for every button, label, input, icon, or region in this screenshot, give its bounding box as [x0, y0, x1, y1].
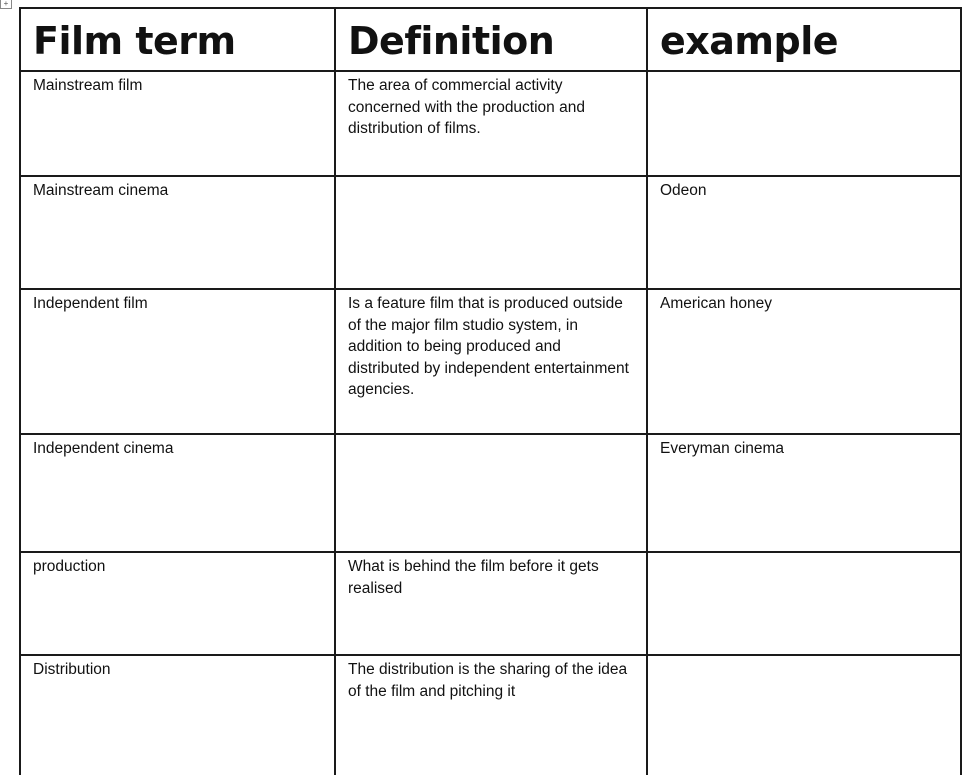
term-cell[interactable]: Mainstream cinema [20, 176, 335, 289]
definition-cell[interactable] [335, 176, 647, 289]
header-row [20, 8, 961, 71]
table-row [20, 552, 961, 655]
definition-cell[interactable]: Is a feature film that is produced outside of the major film studio system, in addition to being produced and distributed by independent entertainment agencies. [335, 289, 647, 434]
table-row [20, 71, 961, 176]
term-cell[interactable]: Mainstream film [20, 71, 335, 176]
definition-cell[interactable]: What is behind the film before it gets realised [335, 552, 647, 655]
table-row [20, 655, 961, 775]
example-cell[interactable] [647, 552, 961, 655]
definition-cell[interactable] [335, 434, 647, 552]
example-cell[interactable]: Odeon [647, 176, 961, 289]
term-cell[interactable]: production [20, 552, 335, 655]
table-row [20, 434, 961, 552]
term-cell[interactable]: Independent film [20, 289, 335, 434]
definition-cell[interactable]: The distribution is the sharing of the idea of the film and pitching it [335, 655, 647, 775]
table-row [20, 176, 961, 289]
header-example: example [647, 8, 961, 71]
example-cell[interactable]: American honey [647, 289, 961, 434]
example-cell[interactable]: Everyman cinema [647, 434, 961, 552]
term-cell[interactable]: Independent cinema [20, 434, 335, 552]
table-row [20, 289, 961, 434]
header-definition: Definition [335, 8, 647, 71]
example-cell[interactable] [647, 655, 961, 775]
term-cell[interactable]: Distribution [20, 655, 335, 775]
table-move-handle-icon[interactable]: + [0, 0, 12, 9]
definition-cell[interactable]: The area of commercial activity concerned with the production and distribution of films. [335, 71, 647, 176]
example-cell[interactable] [647, 71, 961, 176]
film-terms-table [19, 7, 962, 775]
header-film-term: Film term [20, 8, 335, 71]
